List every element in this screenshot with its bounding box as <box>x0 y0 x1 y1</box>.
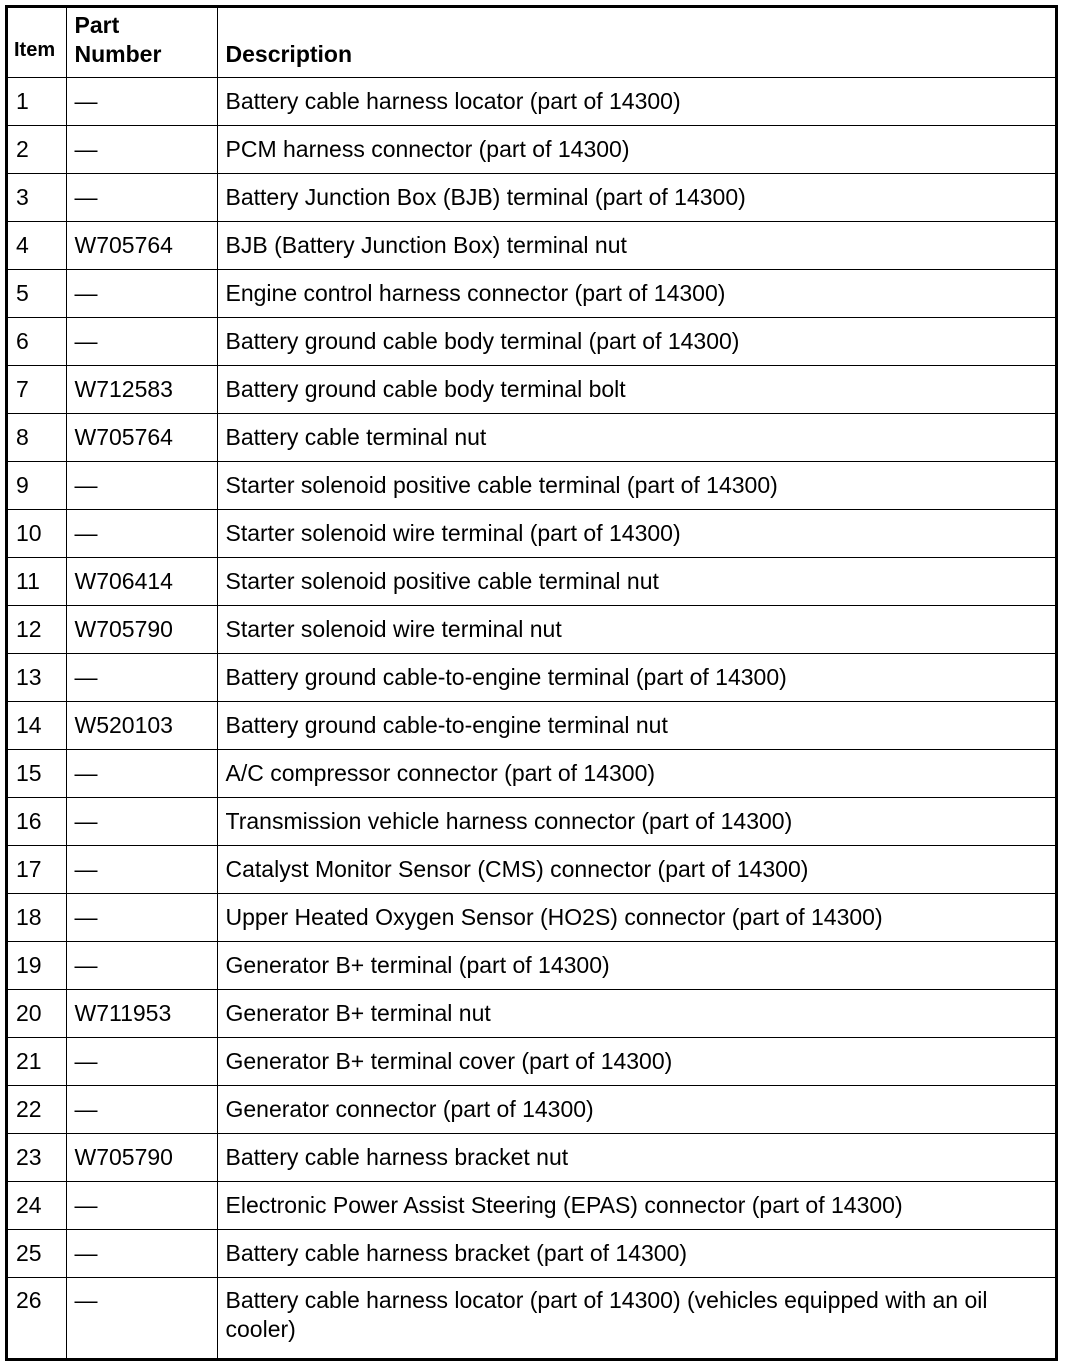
cell-item: 4 <box>8 221 66 269</box>
cell-description: Starter solenoid wire terminal nut <box>217 605 1055 653</box>
cell-item: 6 <box>8 317 66 365</box>
table-row <box>8 173 1055 221</box>
cell-part-number: W711953 <box>66 989 217 1037</box>
table-row <box>8 989 1055 1037</box>
cell-item: 16 <box>8 797 66 845</box>
cell-part-number: — <box>66 1229 217 1277</box>
table-row <box>8 221 1055 269</box>
cell-item: 26 <box>8 1277 66 1358</box>
cell-description: Battery Junction Box (BJB) terminal (part of 14300) <box>217 173 1055 221</box>
header-part-line2: Number <box>74 40 162 67</box>
cell-description: Battery cable harness bracket (part of 14300) <box>217 1229 1055 1277</box>
cell-description: Upper Heated Oxygen Sensor (HO2S) connector (part of 14300) <box>217 893 1055 941</box>
cell-part-number: — <box>66 797 217 845</box>
table-row <box>8 893 1055 941</box>
cell-description: Battery ground cable-to-engine terminal nut <box>217 701 1055 749</box>
table-row <box>8 605 1055 653</box>
table-row <box>8 1229 1055 1277</box>
table-row <box>8 461 1055 509</box>
cell-part-number: W705790 <box>66 605 217 653</box>
cell-item: 8 <box>8 413 66 461</box>
header-description: Description <box>217 8 1055 77</box>
cell-item: 15 <box>8 749 66 797</box>
cell-description: Starter solenoid wire terminal (part of 14300) <box>217 509 1055 557</box>
cell-part-number: W520103 <box>66 701 217 749</box>
table-row <box>8 365 1055 413</box>
table-row <box>8 269 1055 317</box>
table-row <box>8 125 1055 173</box>
cell-part-number: W705764 <box>66 413 217 461</box>
table-row <box>8 77 1055 125</box>
cell-item: 20 <box>8 989 66 1037</box>
cell-item: 3 <box>8 173 66 221</box>
cell-description: Battery cable harness locator (part of 14300) <box>217 77 1055 125</box>
cell-part-number: — <box>66 1085 217 1133</box>
cell-part-number: — <box>66 77 217 125</box>
cell-item: 11 <box>8 557 66 605</box>
cell-part-number: — <box>66 845 217 893</box>
table-header-row <box>8 8 1055 77</box>
table-body <box>8 77 1055 1358</box>
parts-table-frame <box>5 5 1058 1361</box>
cell-part-number: — <box>66 1277 217 1358</box>
cell-part-number: — <box>66 317 217 365</box>
cell-description: Catalyst Monitor Sensor (CMS) connector (part of 14300) <box>217 845 1055 893</box>
cell-description: BJB (Battery Junction Box) terminal nut <box>217 221 1055 269</box>
cell-item: 5 <box>8 269 66 317</box>
cell-part-number: — <box>66 509 217 557</box>
cell-item: 25 <box>8 1229 66 1277</box>
cell-item: 23 <box>8 1133 66 1181</box>
cell-part-number: — <box>66 653 217 701</box>
header-item: Item <box>8 8 66 77</box>
cell-item: 13 <box>8 653 66 701</box>
cell-item: 24 <box>8 1181 66 1229</box>
table-row <box>8 317 1055 365</box>
table-row <box>8 1085 1055 1133</box>
cell-part-number: — <box>66 941 217 989</box>
cell-description: Generator B+ terminal (part of 14300) <box>217 941 1055 989</box>
cell-part-number: — <box>66 1181 217 1229</box>
cell-part-number: W706414 <box>66 557 217 605</box>
cell-part-number: W705790 <box>66 1133 217 1181</box>
cell-item: 14 <box>8 701 66 749</box>
cell-description: Electronic Power Assist Steering (EPAS) connector (part of 14300) <box>217 1181 1055 1229</box>
table-row <box>8 1181 1055 1229</box>
header-part-number <box>66 8 217 77</box>
cell-item: 10 <box>8 509 66 557</box>
cell-description: Battery cable terminal nut <box>217 413 1055 461</box>
cell-part-number: — <box>66 749 217 797</box>
cell-item: 2 <box>8 125 66 173</box>
cell-description: PCM harness connector (part of 14300) <box>217 125 1055 173</box>
cell-item: 22 <box>8 1085 66 1133</box>
table-row <box>8 797 1055 845</box>
cell-item: 1 <box>8 77 66 125</box>
cell-description: Battery cable harness bracket nut <box>217 1133 1055 1181</box>
cell-part-number: W705764 <box>66 221 217 269</box>
table-row <box>8 653 1055 701</box>
cell-item: 7 <box>8 365 66 413</box>
cell-description: Starter solenoid positive cable terminal nut <box>217 557 1055 605</box>
table-row <box>8 749 1055 797</box>
cell-part-number: — <box>66 461 217 509</box>
header-part-line1: Part <box>74 11 120 38</box>
table-row <box>8 557 1055 605</box>
cell-item: 21 <box>8 1037 66 1085</box>
cell-part-number: — <box>66 125 217 173</box>
cell-item: 19 <box>8 941 66 989</box>
table-row <box>8 1277 1055 1358</box>
cell-description: Starter solenoid positive cable terminal (part of 14300) <box>217 461 1055 509</box>
table-row <box>8 509 1055 557</box>
cell-description: Battery ground cable-to-engine terminal (part of 14300) <box>217 653 1055 701</box>
cell-description: Generator B+ terminal nut <box>217 989 1055 1037</box>
cell-item: 18 <box>8 893 66 941</box>
cell-part-number: — <box>66 1037 217 1085</box>
cell-part-number: — <box>66 893 217 941</box>
parts-table <box>8 8 1055 1358</box>
cell-description: Generator B+ terminal cover (part of 14300) <box>217 1037 1055 1085</box>
table-row <box>8 1133 1055 1181</box>
cell-description: Engine control harness connector (part of 14300) <box>217 269 1055 317</box>
cell-description: Battery cable harness locator (part of 14300) (vehicles equipped with an oil cooler) <box>217 1277 1055 1358</box>
cell-description: Generator connector (part of 14300) <box>217 1085 1055 1133</box>
cell-item: 12 <box>8 605 66 653</box>
cell-item: 9 <box>8 461 66 509</box>
cell-item: 17 <box>8 845 66 893</box>
table-row <box>8 701 1055 749</box>
table-row <box>8 1037 1055 1085</box>
cell-part-number: — <box>66 269 217 317</box>
cell-description: Transmission vehicle harness connector (part of 14300) <box>217 797 1055 845</box>
table-row <box>8 413 1055 461</box>
cell-description: A/C compressor connector (part of 14300) <box>217 749 1055 797</box>
cell-part-number: — <box>66 173 217 221</box>
cell-description: Battery ground cable body terminal bolt <box>217 365 1055 413</box>
table-row <box>8 845 1055 893</box>
cell-description: Battery ground cable body terminal (part of 14300) <box>217 317 1055 365</box>
cell-part-number: W712583 <box>66 365 217 413</box>
table-row <box>8 941 1055 989</box>
